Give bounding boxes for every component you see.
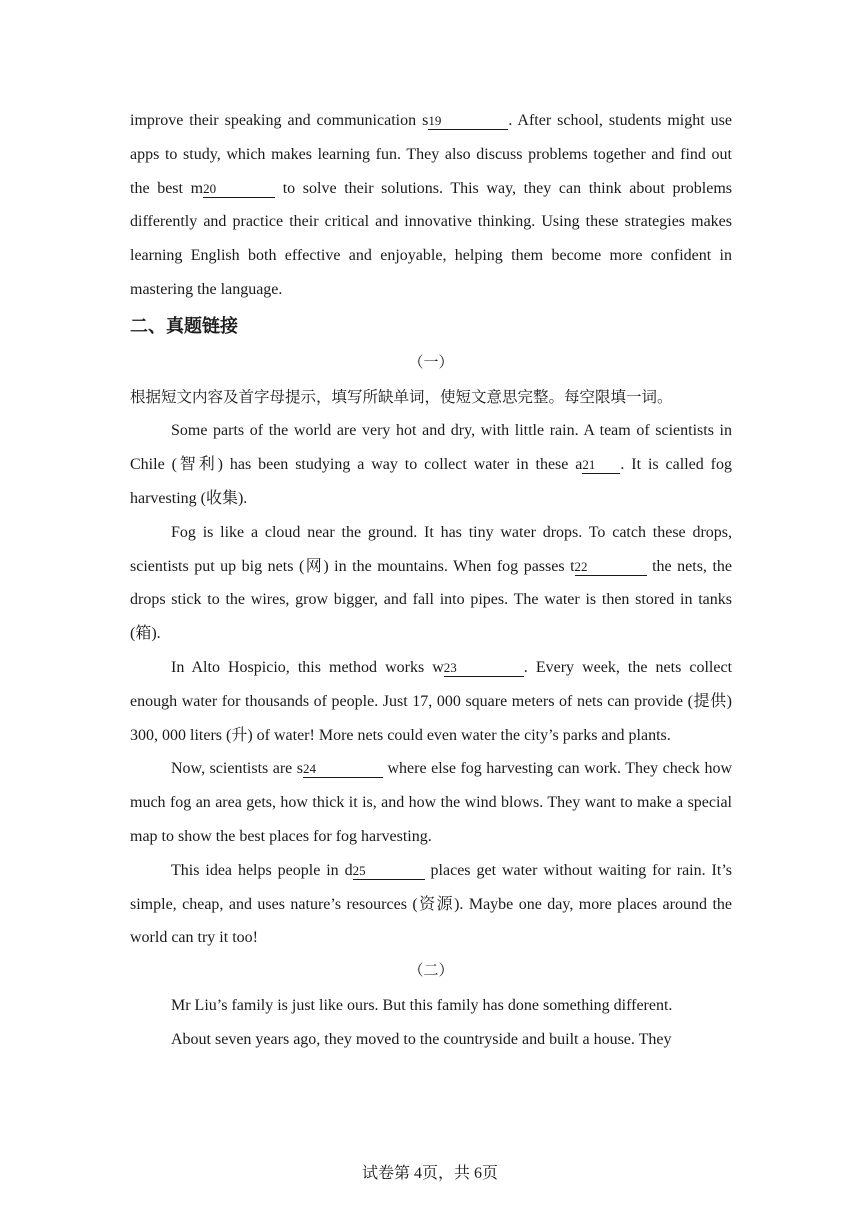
passage-paragraph-8: About seven years ago, they moved to the countryside and built a house. They [171, 1030, 672, 1048]
section-title: 二、真题链接 [130, 315, 238, 337]
blank-20[interactable]: 20 [203, 181, 275, 198]
passage-paragraph-2 [130, 414, 732, 515]
text-run: In Alto Hospicio, this method works w [171, 658, 444, 676]
part-label-1: （一） [408, 354, 454, 371]
text-run: Some parts of the world are very hot and dry, with little rain. A team of scientists in Chile (智利) has been studying a way to collect water in these a [130, 422, 732, 474]
blank-21[interactable]: 21 [582, 457, 620, 474]
blank-19[interactable]: 19 [428, 113, 508, 130]
text-run: Now, scientists are s [171, 760, 303, 778]
passage-paragraph-5 [130, 752, 732, 853]
passage-paragraph-3 [130, 516, 732, 651]
blank-25[interactable]: 25 [353, 863, 425, 880]
page-footer: 试卷第 4页，共 6页 [361, 1165, 498, 1182]
passage-paragraph-1 [130, 104, 732, 307]
text-run: Fog is like a cloud near the ground. It has tiny water drops. To catch these drops, scientists put up big nets (网) in the mountains. When fog passes t [130, 523, 732, 575]
text-run: improve their speaking and communication s [130, 112, 429, 129]
text-run: where else fog harvesting can work. They check how much fog an area gets, how thick it is, and how the wind blows. They want to make a special map to show the best places for fog harvesting. [130, 760, 732, 845]
text-run: to solve their solutions. This way, they can think about problems differently and practice their critical and innovative thinking. Using these strategies makes learning English both effective and enjoyable, helping them become more confident in mastering the language. [130, 179, 732, 298]
text-run: This idea helps people in d [171, 861, 353, 879]
text-run: places get water without waiting for rain. It’s simple, cheap, and uses nature’s resources (资源). Maybe one day, more places around the world can try it too! [130, 861, 732, 947]
blank-22[interactable]: 22 [575, 559, 647, 576]
exam-page [130, 104, 732, 1057]
passage-paragraph-6 [130, 854, 732, 955]
text-run: . Every week, the nets collect enough water for thousands of people. Just 17, 000 square meters of nets can provide (提供) 300, 000 liters (升) of water! More nets could even water the city’s parks and plants. [130, 658, 733, 744]
part-label-2: （二） [408, 963, 454, 980]
blank-23[interactable]: 23 [444, 660, 524, 677]
passage-paragraph-4 [130, 651, 732, 752]
blank-24[interactable]: 24 [303, 761, 383, 778]
text-run: . After school, students might use apps to study, which makes learning fun. They also discuss problems together and find out the best m [130, 112, 733, 197]
instruction: 根据短文内容及首字母提示，填写所缺单词，使短文意思完整。每空限填一词。 [130, 388, 673, 406]
text-run: . It is called fog harvesting (收集). [130, 456, 732, 507]
text-run: the nets, the drops stick to the wires, grow bigger, and fall into pipes. The water is then stored in tanks (箱). [130, 557, 732, 643]
passage-paragraph-7: Mr Liu’s family is just like ours. But this family has done something different. [171, 996, 673, 1014]
